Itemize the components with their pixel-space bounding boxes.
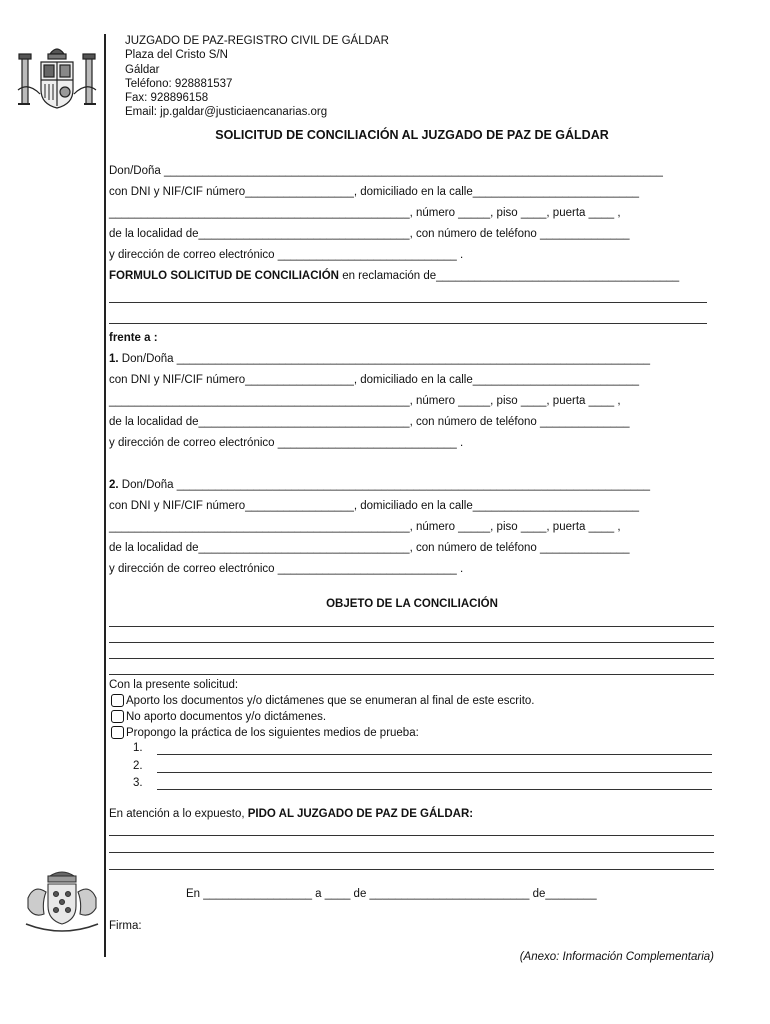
court-name: JUZGADO DE PAZ-REGISTRO CIVIL DE GÁLDAR: [125, 35, 389, 47]
checkbox[interactable]: [111, 726, 124, 739]
claim-blank-line-1[interactable]: [109, 302, 707, 303]
date-place-line[interactable]: En _________________ a ____ de _________________________ de________: [186, 888, 597, 900]
respondent2-name-text: Don/Doña __________________________________________________________________________: [118, 479, 651, 491]
signature-label: Firma:: [109, 920, 142, 932]
claim-blank-line-2[interactable]: [109, 323, 707, 324]
margin-rule: [104, 34, 106, 957]
object-blank-line-4[interactable]: [109, 674, 714, 675]
object-blank-line-3[interactable]: [109, 658, 714, 659]
canarias-coat-of-arms: [20, 868, 104, 936]
court-email: Email: jp.galdar@justiciaencanarias.org: [125, 106, 328, 119]
request-text: En atención a lo expuesto,: [109, 808, 248, 820]
court-address: Plaza del Cristo S/N: [125, 49, 228, 62]
evidence-line-3[interactable]: [157, 789, 712, 790]
applicant-locality-line[interactable]: de la localidad de_________________________________, con número de teléfono ______________: [109, 228, 630, 240]
document-title: SOLICITUD DE CONCILIACIÓN AL JUZGADO DE PAZ DE GÁLDAR: [215, 128, 609, 142]
respondent1-id-line[interactable]: con DNI y NIF/CIF número_________________, domiciliado en la calle__________________________: [109, 374, 640, 386]
object-blank-line-1[interactable]: [109, 626, 714, 627]
request-blank-line-2[interactable]: [109, 852, 714, 853]
respondent1-name-text: Don/Doña __________________________________________________________________________: [118, 353, 651, 365]
spanish-coat-of-arms: [14, 40, 100, 126]
option-provide-documents-label: Aporto los documentos y/o dictámenes que se enumeran al final de este escrito.: [126, 694, 535, 707]
request-line: [109, 808, 473, 820]
respondent1-address-line[interactable]: _______________________________________________, número _____, piso ____, puerta ____ ,: [109, 395, 621, 407]
court-fax: Fax: 928896158: [125, 92, 209, 105]
attach-intro: Con la presente solicitud:: [109, 679, 239, 691]
evidence-line-2[interactable]: [157, 772, 712, 773]
respondent2-id-line[interactable]: con DNI y NIF/CIF número_________________, domiciliado en la calle__________________________: [109, 500, 640, 512]
evidence-number-2: 2.: [133, 760, 143, 772]
against-label: frente a :: [109, 332, 158, 344]
annex-note: (Anexo: Información Complementaria): [519, 951, 714, 963]
option-propose-evidence-label: Propongo la práctica de los siguientes medios de prueba:: [126, 726, 419, 739]
respondent2-name-line[interactable]: [109, 479, 650, 491]
respondent1-name-line[interactable]: [109, 353, 650, 365]
object-title: OBJETO DE LA CONCILIACIÓN: [326, 598, 498, 610]
option-propose-evidence[interactable]: [111, 726, 419, 739]
applicant-name-line[interactable]: Don/Doña ______________________________________________________________________________: [109, 165, 663, 177]
applicant-id-line[interactable]: con DNI y NIF/CIF número_________________, domiciliado en la calle__________________________: [109, 186, 640, 198]
option-no-documents-label: No aporto documentos y/o dictámenes.: [126, 710, 327, 723]
respondent2-locality-line[interactable]: de la localidad de_________________________________, con número de teléfono ______________: [109, 542, 630, 554]
respondent1-locality-line[interactable]: de la localidad de_________________________________, con número de teléfono ______________: [109, 416, 630, 428]
checkbox[interactable]: [111, 710, 124, 723]
evidence-number-1: 1.: [133, 742, 143, 754]
applicant-address-line[interactable]: _______________________________________________, número _____, piso ____, puerta ____ ,: [109, 207, 621, 219]
option-no-documents[interactable]: [111, 710, 326, 723]
respondent1-email-line[interactable]: y dirección de correo electrónico ____________________________ .: [109, 437, 464, 449]
request-blank-line-1[interactable]: [109, 835, 714, 836]
court-phone: Teléfono: 928881537: [125, 77, 233, 90]
court-header: [125, 34, 389, 120]
applicant-email-line[interactable]: y dirección de correo electrónico ____________________________ .: [109, 249, 464, 261]
claim-line[interactable]: [109, 270, 679, 282]
respondent2-number: 2.: [109, 479, 119, 491]
respondent2-email-line[interactable]: y dirección de correo electrónico ____________________________ .: [109, 563, 464, 575]
respondent1-number: 1.: [109, 353, 119, 365]
object-blank-line-2[interactable]: [109, 642, 714, 643]
claim-text: en reclamación de______________________________________: [339, 270, 680, 282]
request-blank-line-3[interactable]: [109, 869, 714, 870]
court-city: Gáldar: [125, 63, 160, 76]
claim-heading: FORMULO SOLICITUD DE CONCILIACIÓN: [109, 270, 339, 282]
request-heading: PIDO AL JUZGADO DE PAZ DE GÁLDAR:: [247, 808, 474, 820]
evidence-line-1[interactable]: [157, 754, 712, 755]
option-provide-documents[interactable]: [111, 694, 534, 707]
checkbox[interactable]: [111, 694, 124, 707]
evidence-number-3: 3.: [133, 777, 143, 789]
respondent2-address-line[interactable]: _______________________________________________, número _____, piso ____, puerta ____ ,: [109, 521, 621, 533]
